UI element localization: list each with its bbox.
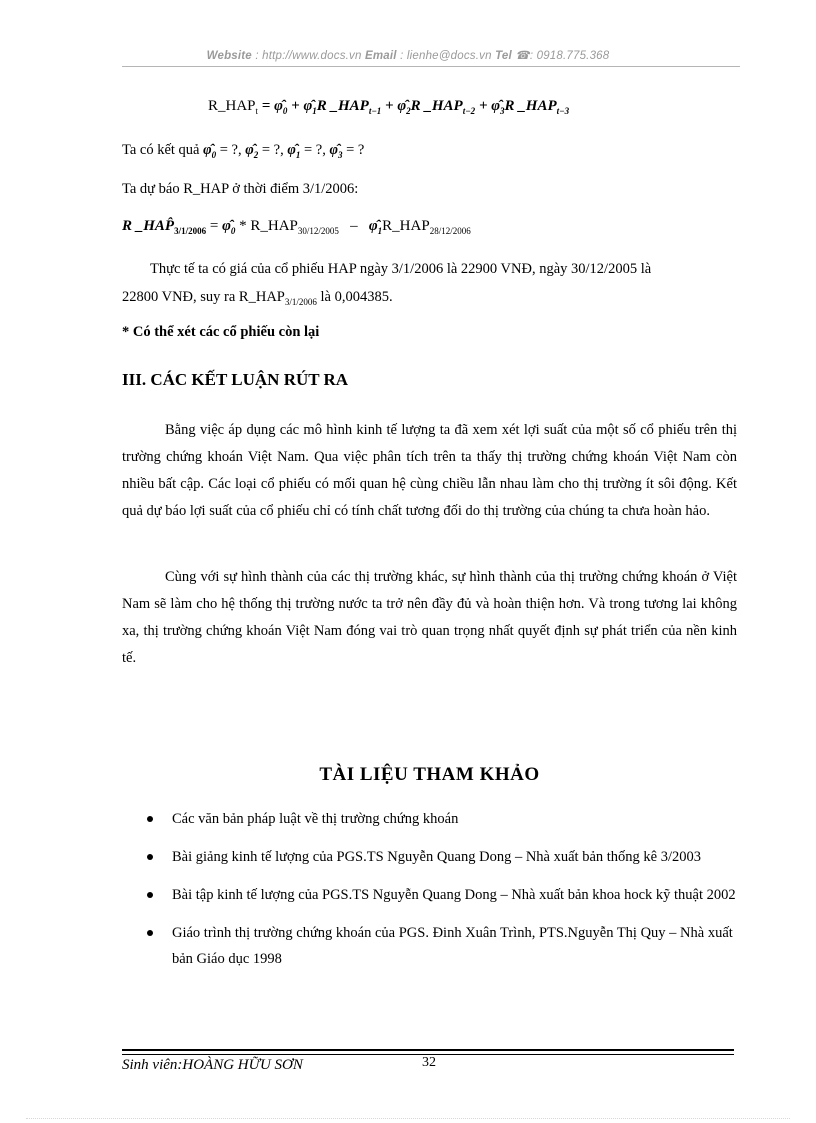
coefficient-results: Ta có kết quả $\varphî_0$ = ?, $\varphî_2$ = ?, $\varphî_1$ = ?, $\varphî_3$ = ? [122,142,365,160]
references-list [145,806,740,984]
footer-author: Sinh viên:HOÀNG HỮU SƠN [122,1057,303,1073]
actual-values-line2: 22800 VNĐ, suy ra $R\_HAP_{3/1/2006}$ là 0,004385. [122,289,393,307]
footer-rule [122,1049,734,1051]
tel-label: Tel [495,50,512,62]
website-label: Website [206,50,252,62]
forecast-formula: R $\_HAP̂_{3/1/2006}$ = $\varphî_0$ * $R\_HAP_{30/12/2005}$ – $\varphî_1R\_HAP_{28/12/2006}$ [122,218,471,236]
conclusion-paragraph: Bằng việc áp dụng các mô hình kinh tế lượng ta đã xem xét lợi suất của một số cổ phiếu trên thị trường chứng khoán Việt Nam. Qua việc phân tích trên ta thấy thị trường chứng khoán Việt Nam còn nhiều bất cập. Các loại cổ phiếu có mối quan hệ cùng chiều lẫn nhau làm cho thị trường ít sôi động. Kết quả dự báo lợi suất của cổ phiếu chỉ có tính chất tương đối do thị trường của chúng ta chưa hoàn hảo. [122,422,737,519]
references-title: TÀI LIỆU THAM KHẢO [319,764,540,785]
list-item: Bài giảng kinh tế lượng của PGS.TS Nguyễn Quang Dong – Nhà xuất bản thống kê 3/2003 [145,844,740,870]
bullet-icon [147,930,153,936]
list-item: Các văn bản pháp luật về thị trường chứng khoán [145,806,740,832]
arma-formula: $R\_HAP_t$ = $\varphî_0$ + $\varphî_1R$ $\_HAP_{t-1}$ + $\varphî_2R$ $\_HAP_{t-2}$ + $\varphî_3R$ $\_HAP_{t-3}$ [208,98,570,116]
section-heading: III. CÁC KẾT LUẬN RÚT RA [122,370,349,389]
actual-values-line1: Thực tế ta có giá của cổ phiếu HAP ngày 3/1/2006 là 22900 VNĐ, ngày 30/12/2005 là [150,261,652,277]
bullet-icon [147,892,153,898]
email-label: Email [365,50,397,62]
header-rule [122,66,740,67]
note-other-stocks: * Có thể xét các cổ phiếu còn lại [122,324,320,340]
page-header [0,48,816,62]
bullet-icon [147,816,153,822]
website-value: : http://www.docs.vn [255,50,362,62]
email-value: : lienhe@docs.vn [400,50,492,62]
conclusion-paragraph: Cùng với sự hình thành của các thị trường khác, sự hình thành của thị trường chứng khoán ở Việt Nam sẽ làm cho hệ thống thị trường nước ta trở nên đầy đủ và hoàn thiện hơn. Và trong tương lai không xa, thị trường chứng khoán Việt Nam đóng vai trò quan trọng nhất quyết định sự phát triển của nền kinh tế. [122,569,737,666]
page-bottom-border [26,1118,790,1119]
page-number: 32 [422,1055,436,1070]
list-item: Bài tập kinh tế lượng của PGS.TS Nguyễn Quang Dong – Nhà xuất bản khoa hock kỹ thuật 2002 [145,882,740,908]
list-item: Giáo trình thị trường chứng khoán của PGS. Đinh Xuân Trình, PTS.Nguyễn Thị Quy – Nhà xuất bản Giáo dục 1998 [145,920,740,972]
forecast-intro: Ta dự báo R_HAP ở thời điểm 3/1/2006: [122,181,359,197]
bullet-icon [147,854,153,860]
phone-icon: ☎ [515,50,530,62]
tel-value: : 0918.775.368 [529,50,610,62]
